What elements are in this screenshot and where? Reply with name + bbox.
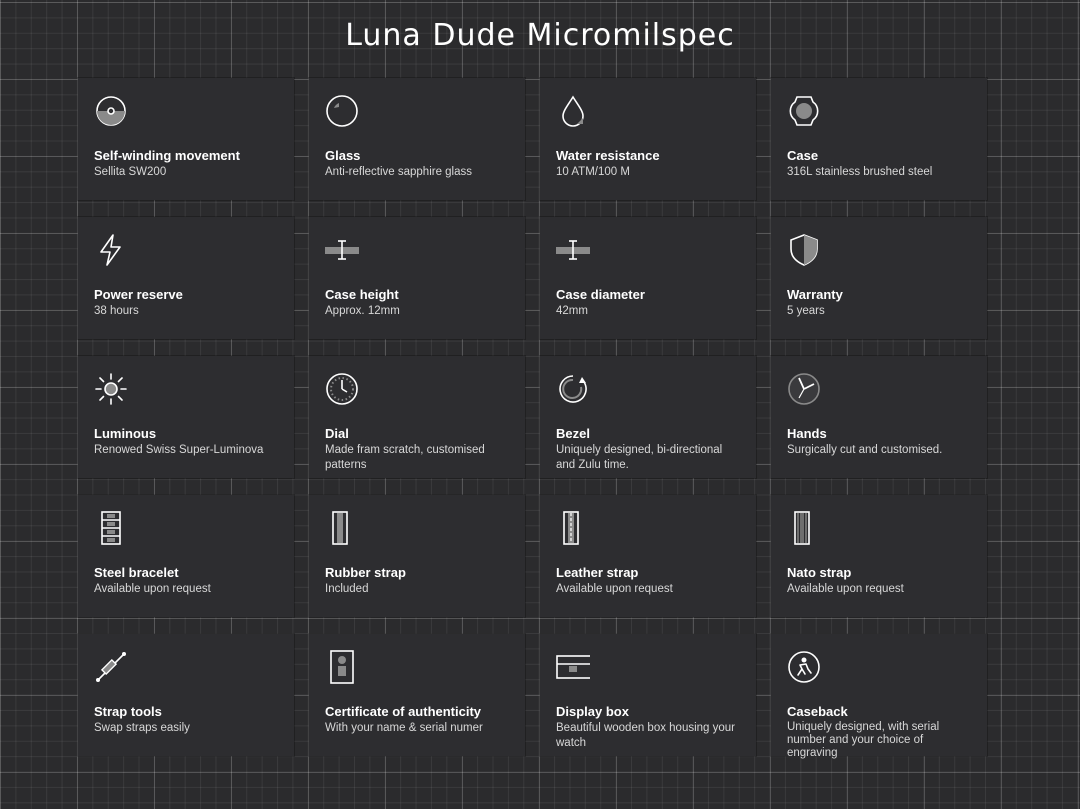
feature-card-dial bbox=[309, 356, 525, 478]
feature-desc: Available upon request bbox=[94, 583, 211, 595]
feature-label: Dial bbox=[325, 426, 349, 441]
feature-desc: 5 years bbox=[787, 305, 825, 317]
feature-label: Case bbox=[787, 148, 819, 163]
feature-desc: Made fram scratch, customised patterns bbox=[325, 444, 485, 471]
feature-desc: Swap straps easily bbox=[94, 722, 190, 734]
water-drop-icon bbox=[556, 94, 590, 128]
feature-label: Power reserve bbox=[94, 287, 183, 302]
feature-card-glass bbox=[309, 78, 525, 200]
feature-card-certificate bbox=[309, 634, 525, 756]
movement-icon bbox=[94, 94, 128, 128]
shield-icon bbox=[787, 233, 821, 267]
feature-card-display-box bbox=[540, 634, 756, 756]
feature-card-luminous bbox=[78, 356, 294, 478]
case-diameter-icon bbox=[556, 233, 590, 267]
feature-desc: With your name & serial numer bbox=[325, 722, 483, 734]
feature-card-case bbox=[771, 78, 987, 200]
feature-label: Caseback bbox=[787, 704, 848, 719]
feature-label: Case diameter bbox=[556, 287, 645, 302]
feature-desc: Sellita SW200 bbox=[94, 166, 167, 178]
feature-label: Rubber strap bbox=[325, 565, 406, 580]
feature-desc: Available upon request bbox=[556, 583, 673, 595]
feature-desc: Uniquely designed, bi-directional and Zulu time. bbox=[556, 444, 723, 471]
case-height-icon bbox=[325, 233, 359, 267]
feature-card-caseback bbox=[771, 634, 987, 759]
feature-card-strap-tools bbox=[78, 634, 294, 756]
feature-card-movement bbox=[78, 78, 294, 200]
feature-label: Hands bbox=[787, 426, 827, 441]
feature-label: Self-winding movement bbox=[94, 148, 240, 163]
feature-card-case-height bbox=[309, 217, 525, 339]
feature-label: Display box bbox=[556, 704, 629, 719]
rubber-strap-icon bbox=[325, 511, 359, 545]
feature-grid bbox=[78, 78, 987, 759]
feature-card-hands bbox=[771, 356, 987, 478]
feature-label: Glass bbox=[325, 148, 361, 163]
feature-label: Steel bracelet bbox=[94, 565, 179, 580]
feature-desc: Available upon request bbox=[787, 583, 904, 595]
steel-bracelet-icon bbox=[94, 511, 128, 545]
feature-card-water-resistance bbox=[540, 78, 756, 200]
feature-desc: 38 hours bbox=[94, 305, 139, 317]
bezel-rotate-icon bbox=[556, 372, 590, 406]
feature-desc: Beautiful wooden box housing your watch bbox=[556, 722, 736, 749]
feature-label: Warranty bbox=[787, 287, 843, 302]
feature-desc: Surgically cut and customised. bbox=[787, 444, 943, 456]
strap-tool-icon bbox=[94, 650, 128, 684]
feature-desc: Included bbox=[325, 583, 369, 595]
feature-card-steel-bracelet bbox=[78, 495, 294, 617]
feature-desc: Uniquely designed, with serial number and your choice of engraving bbox=[787, 721, 940, 759]
watch-case-icon bbox=[787, 94, 821, 128]
feature-desc: Approx. 12mm bbox=[325, 305, 400, 317]
feature-desc: 10 ATM/100 M bbox=[556, 166, 630, 178]
feature-card-leather-strap bbox=[540, 495, 756, 617]
display-box-icon bbox=[556, 650, 590, 684]
feature-label: Strap tools bbox=[94, 704, 162, 719]
dial-icon bbox=[325, 372, 359, 406]
feature-label: Water resistance bbox=[556, 148, 660, 163]
certificate-icon bbox=[325, 650, 359, 684]
lightning-icon bbox=[94, 233, 128, 267]
feature-card-case-diameter bbox=[540, 217, 756, 339]
page-title: Luna Dude Micromilspec bbox=[345, 18, 735, 53]
feature-label: Bezel bbox=[556, 426, 590, 441]
feature-label: Leather strap bbox=[556, 565, 639, 580]
leather-strap-icon bbox=[556, 511, 590, 545]
nato-strap-icon bbox=[787, 511, 821, 545]
feature-desc: 316L stainless brushed steel bbox=[787, 166, 933, 178]
feature-desc: Renowed Swiss Super-Luminova bbox=[94, 444, 264, 456]
glass-icon bbox=[325, 94, 359, 128]
feature-card-warranty bbox=[771, 217, 987, 339]
feature-label: Case height bbox=[325, 287, 399, 302]
feature-label: Luminous bbox=[94, 426, 157, 441]
feature-label: Nato strap bbox=[787, 565, 852, 580]
feature-label: Certificate of authenticity bbox=[325, 704, 482, 719]
caseback-icon bbox=[787, 650, 821, 684]
sun-icon bbox=[94, 372, 128, 406]
feature-card-power-reserve bbox=[78, 217, 294, 339]
feature-card-nato-strap bbox=[771, 495, 987, 617]
feature-desc: Anti-reflective sapphire glass bbox=[325, 166, 473, 178]
hands-icon bbox=[787, 372, 821, 406]
feature-card-bezel bbox=[540, 356, 756, 478]
feature-desc: 42mm bbox=[556, 305, 588, 317]
feature-card-rubber-strap bbox=[309, 495, 525, 617]
